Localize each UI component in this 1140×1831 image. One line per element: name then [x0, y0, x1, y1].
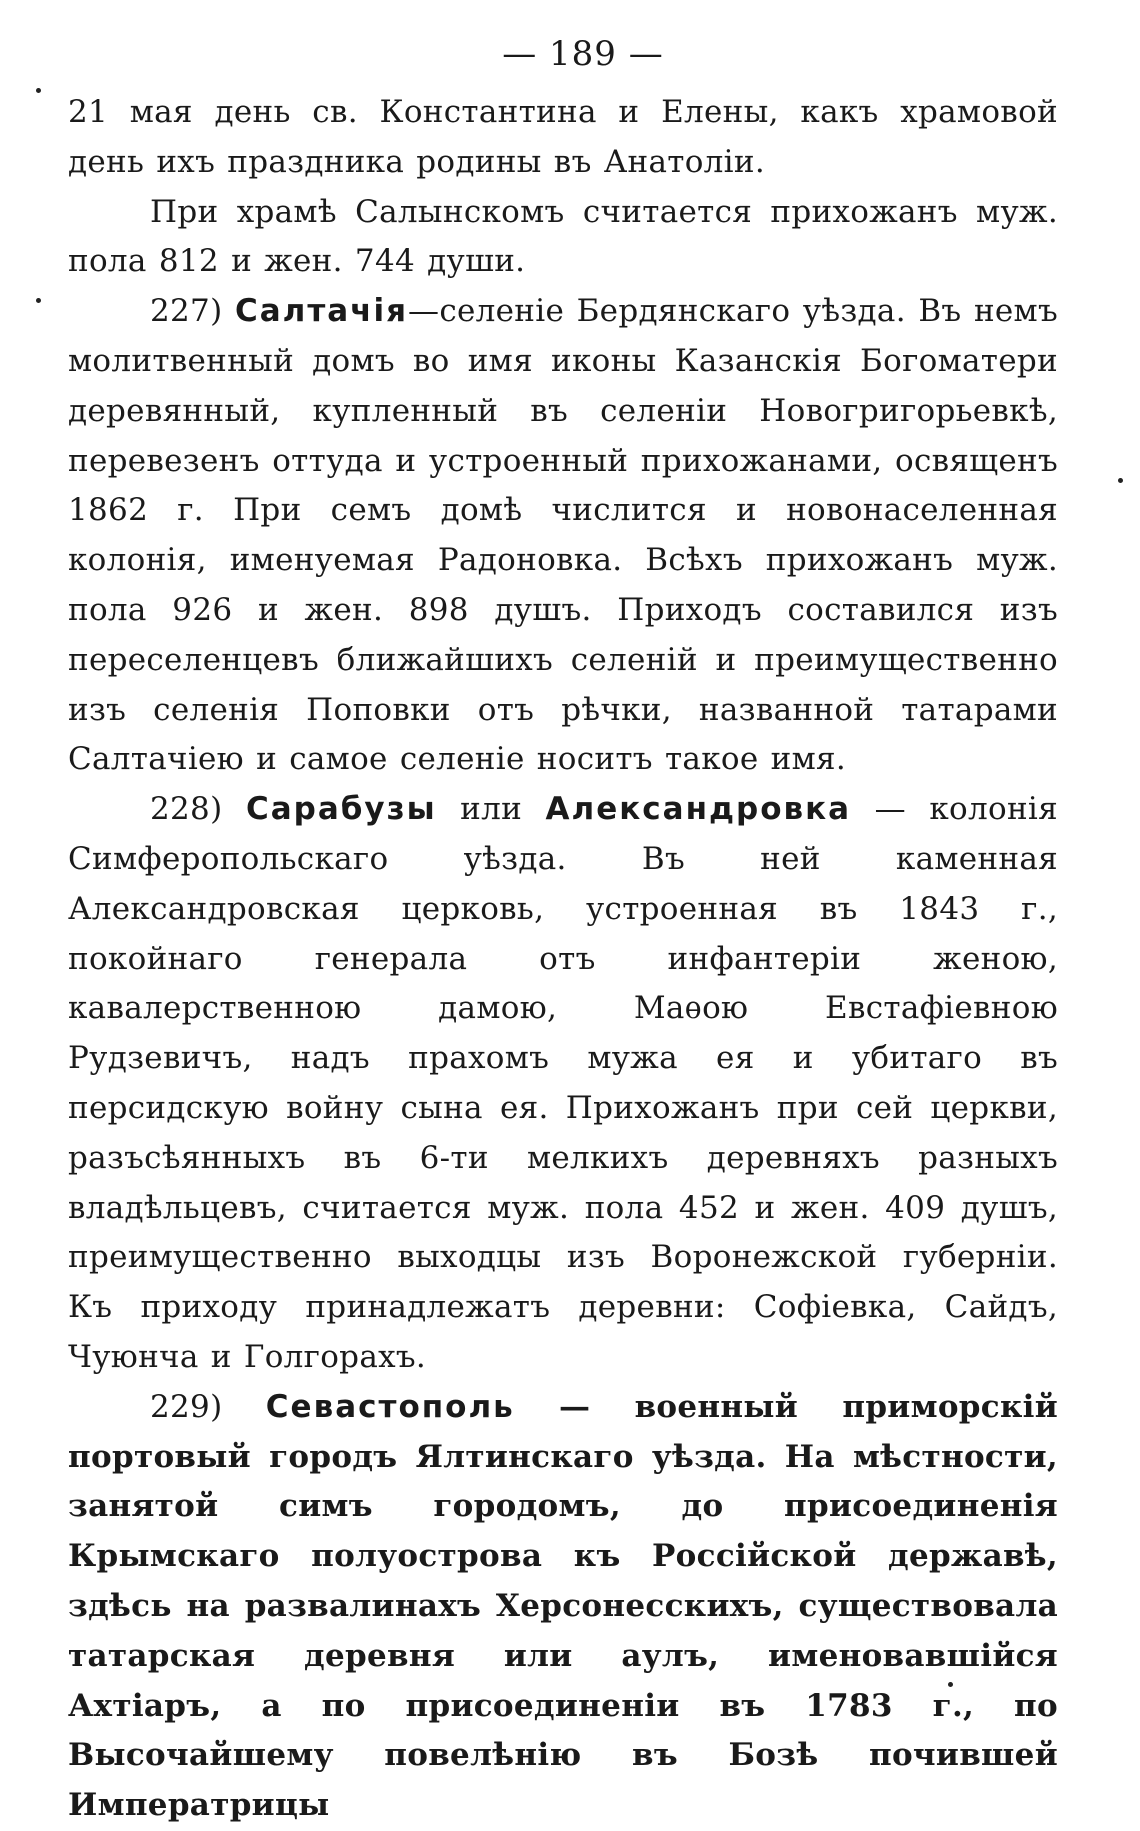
paragraph-parish-count: При храмѣ Салынскомъ считается прихожанъ муж. пола 812 и жен. 744 души. [68, 193, 1058, 280]
entry-title: Севастополь [265, 1388, 515, 1425]
entry-229 [68, 1383, 1058, 1831]
print-speck [1118, 478, 1123, 483]
entry-conjunction: или [436, 791, 546, 828]
print-speck [36, 88, 41, 93]
entry-number: 229) [150, 1388, 223, 1425]
entry-title: Сарабузы [245, 791, 437, 828]
entry-number: 227) [150, 293, 223, 330]
entry-title: Салтачія [234, 293, 409, 330]
paragraph-continuation: 21 мая день св. Константина и Елены, какъ храмовой день ихъ праздника родины въ Анатоліи. [68, 94, 1058, 180]
entry-text: — военный приморскій портовый городъ Ялтинскаго уѣзда. На мѣстности, занятой симъ городомъ, до присоединенія Крымскаго полуострова къ Россійской державѣ, здѣсь на развалинахъ Херсонесскихъ, существовала татарская деревня или аулъ, именовавшійся Ахтіаръ, а по присоединеніи въ 1783 г., по Высочайшему повелѣнію въ Бозѣ почившей Императрицы [68, 1388, 1058, 1824]
entry-text: — колонія Симферопольскаго уѣзда. Въ ней каменная Александровская церковь, устроенная въ 1843 г., покойнаго генерала отъ инфантеріи женою, кавалерственною дамою, Маѳою Евстафіевною Рудзевичъ, надъ прахомъ мужа ея и убитаго въ персидскую войну сына ея. Прихожанъ при сей церкви, разъсѣянныхъ въ 6-ти мелкихъ деревняхъ разныхъ владѣльцевъ, считается муж. пола 452 и жен. 409 душъ, преимущественно выходцы изъ Воронежской губерніи. Къ приходу принадлежатъ деревни: Софіевка, Сайдъ, Чуюнча и Голгорахъ. [68, 791, 1058, 1375]
print-speck [948, 1682, 953, 1687]
page-number: — 189 — [502, 34, 664, 74]
entry-text: —селеніе Бердянскаго уѣзда. Въ немъ молитвенный домъ во имя иконы Казанскія Богоматери деревянный, купленный въ селеніи Новогригорьевкѣ, перевезенъ оттуда и устроенный прихожанами, освященъ 1862 г. При семъ домѣ числится и новонаселенная колонія, именуемая Радоновка. Всѣхъ прихожанъ муж. пола 926 и жен. 898 душъ. Приходъ составился изъ переселенцевъ ближайшихъ селеній и преимущественно изъ селенія Поповки отъ рѣчки, названной татарами Салтачіею и самое селеніе носитъ такое имя. [68, 293, 1058, 778]
document-page [68, 30, 1058, 1831]
entry-number: 228) [150, 791, 223, 828]
entry-227 [68, 287, 1058, 785]
entry-title-alt: Александровка [545, 791, 852, 828]
entry-228 [68, 785, 1058, 1383]
print-speck [36, 298, 41, 303]
